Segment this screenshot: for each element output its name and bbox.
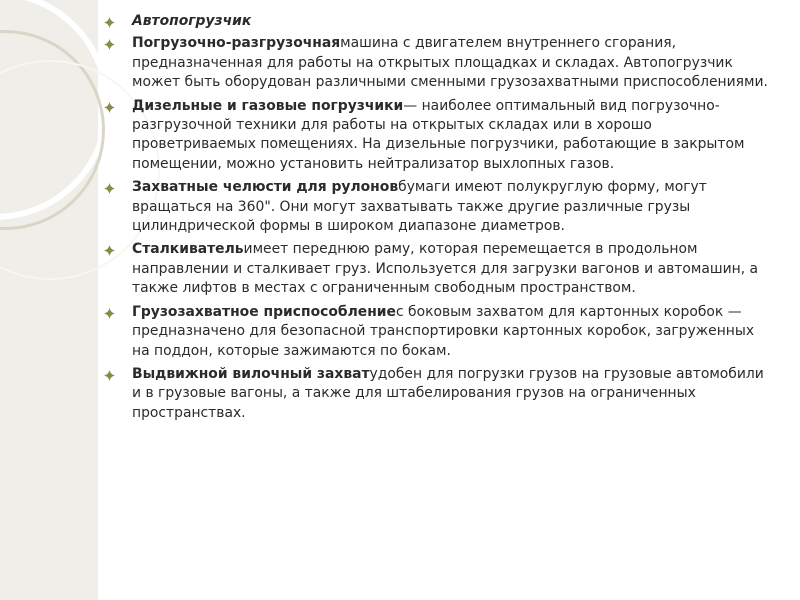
item-text: бумаги имеют полукруглую форму, могут вращаться на 360". Они могут захватывать также другие различные грузы цилиндрической формы в широком диапазоне диаметров. <box>132 179 707 235</box>
item-term: Автопогрузчик <box>132 13 252 29</box>
bullet-icon <box>104 102 115 113</box>
item-term: Погрузочно-разгрузочная <box>132 35 341 52</box>
bullet-list <box>104 12 772 427</box>
item-term: Захватные челюсти для рулонов <box>132 179 399 196</box>
list-item <box>104 97 772 175</box>
bullet-icon <box>104 370 115 381</box>
list-item <box>104 303 772 361</box>
item-term: Сталкиватель <box>132 241 244 258</box>
list-item <box>104 240 772 298</box>
bullet-icon <box>104 17 115 28</box>
item-term: Дизельные и газовые погрузчики <box>132 97 404 114</box>
bullet-icon <box>104 183 115 194</box>
bullet-icon <box>104 39 115 50</box>
item-text: машина с двигателем внутреннего сгорания, предназначенная для работы на открытых площадках и складах. Автопогрузчик может быть оборудован различными сменными грузозахватными приспособлениями. <box>132 35 768 91</box>
item-text: удобен для погрузки грузов на грузовые автомобили и в грузовые вагоны, а также для штабелирования грузов на ограниченных пространствах. <box>132 365 764 421</box>
item-term: Грузозахватное приспособление <box>132 303 396 320</box>
list-item <box>104 34 772 92</box>
list-item <box>104 365 772 423</box>
item-term: Выдвижной вилочный захват <box>132 365 370 382</box>
list-item <box>104 12 772 31</box>
bullet-icon <box>104 308 115 319</box>
list-item <box>104 178 772 236</box>
item-text: — наиболее оптимальный вид погрузочно-разгрузочной техники для работы на открытых складах или в хорошо проветриваемых помещениях. На дизельные погрузчики, работающие в закрытом помещении, можно установить нейтрализатор выхлопных газов. <box>132 97 745 172</box>
item-text: с боковым захватом для картонных коробок — предназначено для безопасной транспортировки картонных коробок, загруженных на поддон, которые зажимаются по бокам. <box>132 303 755 359</box>
item-text: имеет переднюю раму, которая перемещается в продольном направлении и сталкивает груз. Используется для загрузки вагонов и автомашин, а также лифтов в местах с ограниченным свободным пространством. <box>132 241 759 297</box>
bullet-icon <box>104 245 115 256</box>
